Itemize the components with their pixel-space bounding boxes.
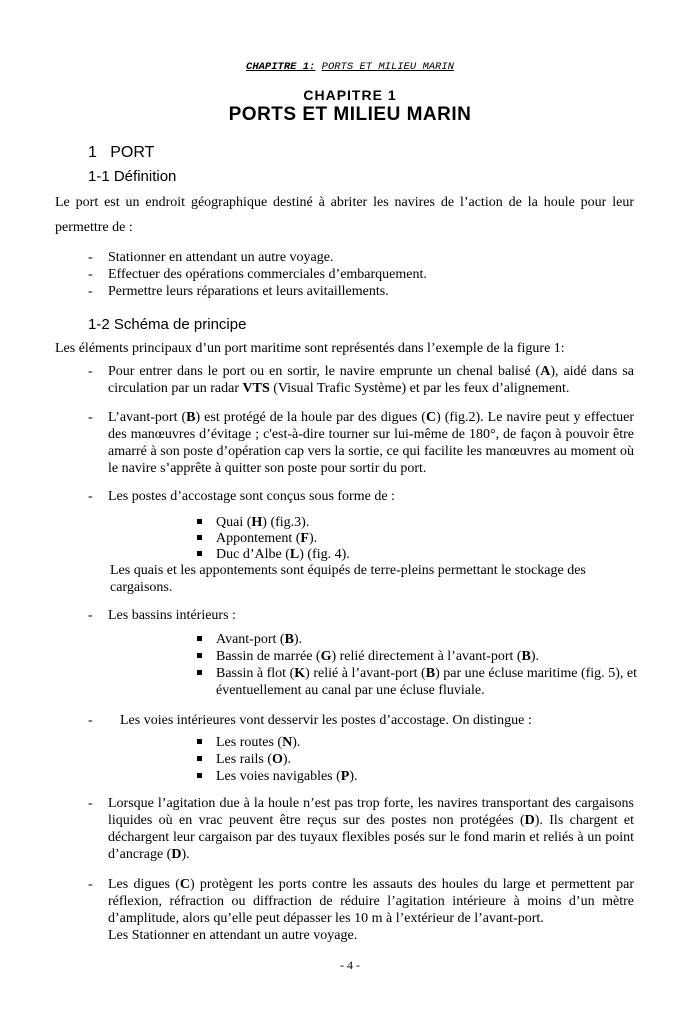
- square-bullet-icon: [197, 535, 202, 540]
- chapter-title: PORTS ET MILIEU MARIN: [228, 104, 472, 125]
- dash-marker: -: [88, 489, 93, 504]
- definition-intro-line2: permettre de :: [55, 220, 133, 235]
- paragraph-agitation: [88, 795, 634, 863]
- bullet-item: Appontement (F).: [197, 530, 637, 547]
- definition-intro-line1: Le port est un endroit géographique destiné à abriter les navires de l’action de la houle pour leur: [55, 195, 634, 210]
- square-bullet-icon: [197, 739, 202, 744]
- dash-marker: -: [88, 877, 93, 892]
- running-header: [0, 61, 700, 73]
- bullet-item: Les routes (N).: [197, 734, 637, 751]
- list-item: [88, 283, 634, 300]
- bullet-item: Avant-port (B).: [197, 631, 637, 648]
- list-item: [88, 266, 634, 283]
- bullet-item: Bassin de marrée (G) relié directement à l’avant-port (B).: [197, 648, 637, 665]
- paragraph-postes-accostage: [88, 488, 634, 505]
- chapter-number: CHAPITRE 1: [303, 87, 397, 103]
- bullet-item: Les rails (O).: [197, 751, 637, 768]
- schema-intro: Les éléments principaux d’un port maritime sont représentés dans l’exemple de la figure 1:: [55, 341, 565, 356]
- paragraph-text: Pour entrer dans le port ou en sortir, le navire emprunte un chenal balisé (A), aidé dans sa circulation par un radar VTS (Visual Trafic Système) et par les feux d’alignement.: [108, 364, 634, 396]
- paragraph-bassins: [88, 607, 634, 624]
- dash-marker: -: [88, 410, 93, 425]
- dash-marker: -: [88, 796, 93, 811]
- bullet-item: Quai (H) (fig.3).: [197, 514, 637, 531]
- running-header-chapter: CHAPITRE 1:: [246, 61, 316, 73]
- paragraph-voies: [88, 712, 634, 729]
- square-bullet-icon: [197, 636, 202, 641]
- paragraph-digues: [88, 876, 634, 944]
- square-bullet-icon: [197, 653, 202, 658]
- list-item-text: Effectuer des opérations commerciales d’embarquement.: [108, 267, 427, 282]
- dash-marker: -: [88, 267, 93, 282]
- list-item-text: Stationner en attendant un autre voyage.: [108, 250, 334, 265]
- running-header-title: PORTS ET MILIEU MARIN: [321, 61, 454, 73]
- dash-marker: -: [88, 284, 93, 299]
- dash-marker: -: [88, 608, 93, 623]
- paragraph-text: Les postes d’accostage sont conçus sous forme de :: [108, 489, 395, 504]
- dash-marker: -: [88, 364, 93, 379]
- list-item-text: Permettre leurs réparations et leurs avitaillements.: [108, 284, 389, 299]
- paragraph-note: Les quais et les appontements sont équipés de terre-pleins permettant le stockage des cargaisons.: [110, 563, 586, 595]
- square-bullet-icon: [197, 519, 202, 524]
- bullet-item: Duc d’Albe (L) (fig. 4).: [197, 546, 637, 563]
- paragraph-text: Les digues (C) protègent les ports contre les assauts des houles du large et permettent par réflexion, réfraction ou diffraction de réduire l’agitation intérieure à moins d’un mètre d’amplitude, alors qu’elle peut dépasser les 10 m à l’extérieur de l’avant-port. Les Stationner en attendant un autre voyage.: [108, 877, 634, 943]
- bullet-item: Les voies navigables (P).: [197, 768, 637, 785]
- square-bullet-icon: [197, 551, 202, 556]
- square-bullet-icon: [197, 670, 202, 675]
- square-bullet-icon: [197, 756, 202, 761]
- bullet-item: Bassin à flot (K) relié à l’avant-port (B) par une écluse maritime (fig. 5), et éventuellement au canal par une écluse fluviale.: [197, 665, 637, 699]
- paragraph-text: L’avant-port (B) est protégé de la houle par des digues (C) (fig.2). Le navire peut y effectuer des manœuvres d’évitage ; c'est-à-dire tourner sur lui-même de 180°, de façon à pouvoir être amarré à son poste d’opération cap vers la sortie, ce qui facilite les manœuvres au moment où le navire s’apprête à quitter son poste pour sortir du port.: [108, 410, 635, 476]
- paragraph-chenal: [88, 363, 634, 397]
- section-heading-schema: 1-2 Schéma de principe: [88, 316, 247, 333]
- page-number: - 4 -: [340, 958, 360, 972]
- paragraph-text: Lorsque l’agitation due à la houle n’est pas trop forte, les navires transportant des cargaisons liquides où en vrac peuvent être reçus sur des postes non protégées (D). Ils chargent et déchargent leur cargaison par des tuyaux flexibles posés sur le fond marin et reliés à un point d’ancrage (D).: [108, 796, 634, 862]
- list-item: [88, 249, 634, 266]
- paragraph-avant-port: [88, 409, 634, 477]
- paragraph-text: Les voies intérieures vont desservir les postes d’accostage. On distingue :: [120, 713, 532, 728]
- paragraph-text: Les bassins intérieurs :: [108, 608, 236, 623]
- dash-marker: -: [88, 713, 93, 728]
- section-heading-port: 1 PORT: [88, 144, 155, 161]
- section-heading-definition: 1-1 Définition: [88, 168, 177, 185]
- dash-marker: -: [88, 250, 93, 265]
- square-bullet-icon: [197, 773, 202, 778]
